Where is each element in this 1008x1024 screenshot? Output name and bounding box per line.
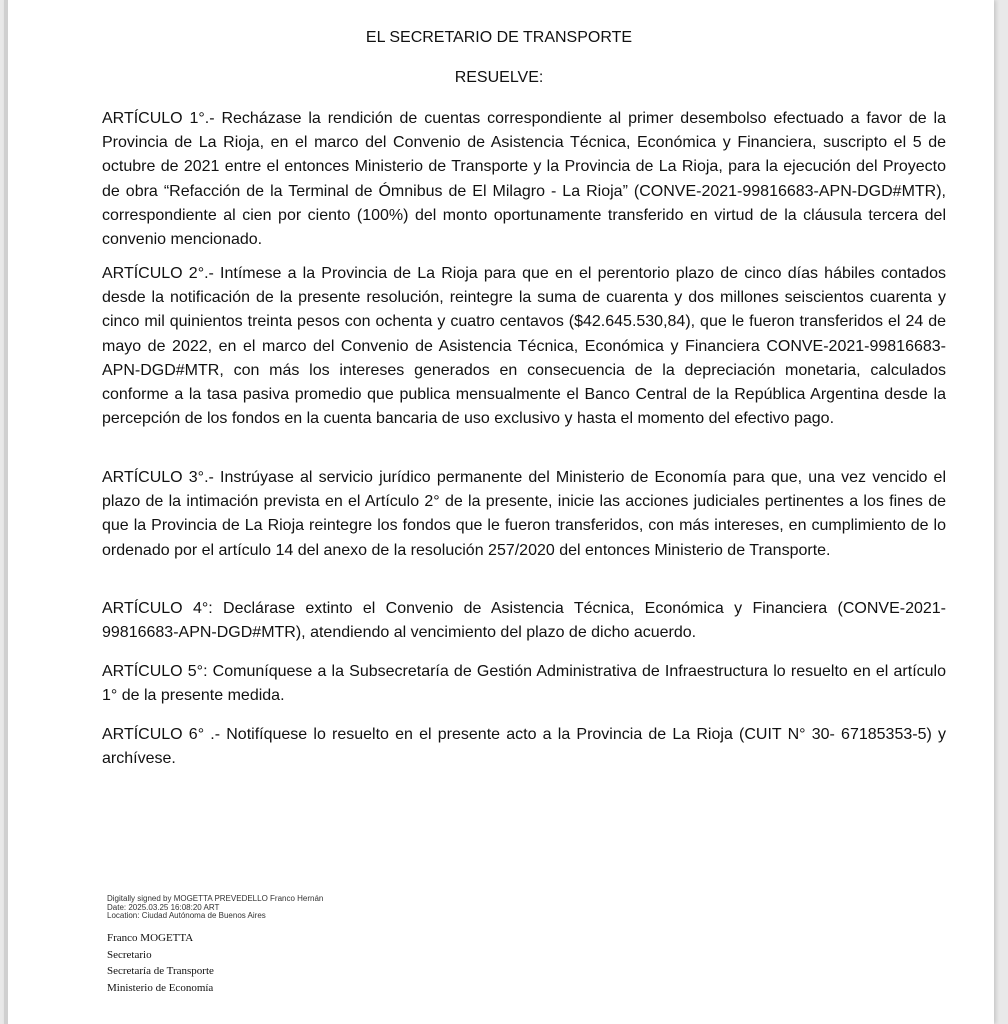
page-edge [4, 0, 8, 1024]
document-title: EL SECRETARIO DE TRANSPORTE [365, 29, 633, 46]
signed-by-line: Digitally signed by MOGETTA PREVEDELLO Franco Hernán [107, 894, 324, 903]
article-5: ARTÍCULO 5°: Comuníquese a la Subsecretaría de Gestión Administrativa de Infraestructura lo resuelto en el artículo 1° de la presente medida. [102, 663, 946, 705]
article-3: ARTÍCULO 3°.- Instrúyase al servicio jurídico permanente del Ministerio de Economía para que, una vez vencido el plazo de la intimación prevista en el Artículo 2° de la presente, inicie las acciones judiciales pertinentes a los fines de que la Provincia de La Rioja reintegre los fondos que le fueron transferidos, con más intereses, en cumplimiento de lo ordenado por el artículo 14 del anexo de la resolución 257/2020 del entonces Ministerio de Transporte. [102, 469, 946, 559]
resolve-heading: RESUELVE: [454, 69, 544, 86]
signer-ministry: Ministerio de Economía [107, 981, 214, 994]
article-4: ARTÍCULO 4°: Declárase extinto el Convenio de Asistencia Técnica, Económica y Financiera (CONVE-2021-99816683-APN-DGD#MTR), atendiendo al vencimiento del plazo de dicho acuerdo. [102, 600, 946, 642]
document-page [4, 0, 994, 1024]
signature-date-line: Date: 2025.03.25 16:08:20 ART [107, 902, 220, 912]
signer-block [107, 930, 214, 996]
signer-name: Franco MOGETTA [107, 932, 194, 944]
signer-office: Secretaría de Transporte [107, 965, 214, 977]
signature-location-line: Location: Ciudad Autónoma de Buenos Aires [107, 911, 266, 921]
article-6: ARTÍCULO 6° .- Notifíquese lo resuelto en el presente acto a la Provincia de La Rioja (CUIT N° 30- 67185353-5) y archívese. [102, 726, 946, 768]
article-1: ARTÍCULO 1°.- Recházase la rendición de cuentas correspondiente al primer desembolso efectuado a favor de la Provincia de La Rioja, en el marco del Convenio de Asistencia Técnica, Económica y Financiera, suscripto el 5 de octubre de 2021 entre el entonces Ministerio de Transporte y la Provincia de La Rioja, para la ejecución del Proyecto de obra “Refacción de la Terminal de Ómnibus de El Milagro - La Rioja” (CONVE-2021-99816683-APN-DGD#MTR), correspondiente al cien por ciento (100%) del monto oportunamente transferido en virtud de la cláusula tercera del convenio mencionado. [102, 110, 946, 249]
digital-signature-block [107, 895, 323, 921]
signer-role: Secretario [107, 948, 152, 961]
article-2: ARTÍCULO 2°.- Intímese a la Provincia de La Rioja para que en el perentorio plazo de cinco días hábiles contados desde la notificación de la presente resolución, reintegre la suma de cuarenta y dos millones seiscientos cuarenta y cinco mil quinientos treinta pesos con ochenta y cuatro centavos ($42.645.530,84), que le fueron transferidos el 24 de mayo de 2022, en el marco del Convenio de Asistencia Técnica, Económica y Financiera CONVE-2021-99816683-APN-DGD#MTR, con más los intereses generados en consecuencia de la depreciación monetaria, calculados conforme a la tasa pasiva promedio que publica mensualmente el Banco Central de la República Argentina desde la percepción de los fondos en la cuenta bancaria de uso exclusivo y hasta el momento del efectivo pago. [102, 265, 946, 428]
